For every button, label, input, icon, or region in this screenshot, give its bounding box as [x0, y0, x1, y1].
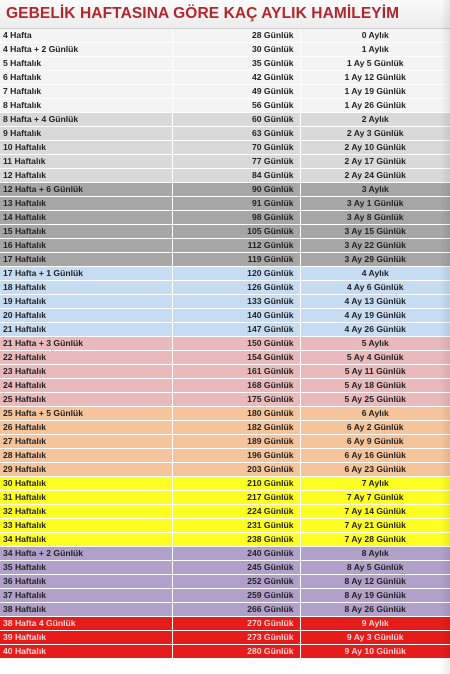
week-cell: 34 Haftalık: [0, 533, 172, 547]
days-cell: 196 Günlük: [172, 449, 300, 463]
months-cell: 3 Ay 15 Günlük: [300, 225, 450, 239]
table-row: [0, 85, 450, 99]
days-cell: 266 Günlük: [172, 603, 300, 617]
week-cell: 13 Haftalık: [0, 197, 172, 211]
table-row: [0, 337, 450, 351]
week-cell: 29 Haftalık: [0, 463, 172, 477]
week-cell: 7 Haftalık: [0, 85, 172, 99]
months-cell: 8 Ay 26 Günlük: [300, 603, 450, 617]
days-cell: 259 Günlük: [172, 589, 300, 603]
days-cell: 56 Günlük: [172, 99, 300, 113]
days-cell: 180 Günlük: [172, 407, 300, 421]
months-cell: 7 Aylık: [300, 477, 450, 491]
days-cell: 238 Günlük: [172, 533, 300, 547]
table-row: [0, 43, 450, 57]
days-cell: 35 Günlük: [172, 57, 300, 71]
week-cell: 35 Haftalık: [0, 561, 172, 575]
week-cell: 17 Hafta + 1 Günlük: [0, 267, 172, 281]
week-cell: 22 Haftalık: [0, 351, 172, 365]
months-cell: 6 Aylık: [300, 407, 450, 421]
days-cell: 112 Günlük: [172, 239, 300, 253]
title-bar: [0, 0, 450, 29]
days-cell: 105 Günlük: [172, 225, 300, 239]
table-row: [0, 365, 450, 379]
week-cell: 16 Haftalık: [0, 239, 172, 253]
days-cell: 60 Günlük: [172, 113, 300, 127]
table-row: [0, 253, 450, 267]
days-cell: 28 Günlük: [172, 29, 300, 43]
months-cell: 5 Ay 11 Günlük: [300, 365, 450, 379]
days-cell: 161 Günlük: [172, 365, 300, 379]
week-month-table: [0, 29, 450, 659]
months-cell: 5 Ay 18 Günlük: [300, 379, 450, 393]
week-cell: 12 Haftalık: [0, 169, 172, 183]
week-cell: 32 Haftalık: [0, 505, 172, 519]
week-cell: 12 Hafta + 6 Günlük: [0, 183, 172, 197]
week-cell: 23 Haftalık: [0, 365, 172, 379]
months-cell: 5 Ay 25 Günlük: [300, 393, 450, 407]
week-cell: 24 Haftalık: [0, 379, 172, 393]
days-cell: 231 Günlük: [172, 519, 300, 533]
months-cell: 2 Ay 10 Günlük: [300, 141, 450, 155]
days-cell: 70 Günlük: [172, 141, 300, 155]
days-cell: 182 Günlük: [172, 421, 300, 435]
table-row: [0, 197, 450, 211]
week-cell: 37 Haftalık: [0, 589, 172, 603]
months-cell: 7 Ay 21 Günlük: [300, 519, 450, 533]
months-cell: 4 Ay 6 Günlük: [300, 281, 450, 295]
week-cell: 21 Haftalık: [0, 323, 172, 337]
months-cell: 9 Ay 3 Günlük: [300, 631, 450, 645]
week-cell: 6 Haftalık: [0, 71, 172, 85]
days-cell: 245 Günlük: [172, 561, 300, 575]
table-row: [0, 323, 450, 337]
days-cell: 252 Günlük: [172, 575, 300, 589]
week-cell: 19 Haftalık: [0, 295, 172, 309]
table-row: [0, 267, 450, 281]
table-row: [0, 421, 450, 435]
table-row: [0, 351, 450, 365]
page-title: GEBELİK HAFTASINA GÖRE KAÇ AYLIK HAMİLEYİM: [6, 5, 400, 22]
months-cell: 8 Ay 12 Günlük: [300, 575, 450, 589]
table-row: [0, 71, 450, 85]
week-cell: 36 Haftalık: [0, 575, 172, 589]
months-cell: 3 Ay 22 Günlük: [300, 239, 450, 253]
months-cell: 5 Ay 4 Günlük: [300, 351, 450, 365]
table-row: [0, 407, 450, 421]
week-cell: 38 Hafta 4 Günlük: [0, 617, 172, 631]
week-cell: 34 Hafta + 2 Günlük: [0, 547, 172, 561]
table-row: [0, 113, 450, 127]
week-cell: 38 Haftalık: [0, 603, 172, 617]
table-body: [0, 29, 450, 659]
table-row: [0, 645, 450, 659]
months-cell: 4 Ay 13 Günlük: [300, 295, 450, 309]
months-cell: 6 Ay 23 Günlük: [300, 463, 450, 477]
days-cell: 210 Günlük: [172, 477, 300, 491]
months-cell: 3 Ay 1 Günlük: [300, 197, 450, 211]
months-cell: 6 Ay 16 Günlük: [300, 449, 450, 463]
months-cell: 1 Ay 19 Günlük: [300, 85, 450, 99]
table-row: [0, 127, 450, 141]
days-cell: 273 Günlük: [172, 631, 300, 645]
table-row: [0, 575, 450, 589]
months-cell: 2 Ay 3 Günlük: [300, 127, 450, 141]
days-cell: 119 Günlük: [172, 253, 300, 267]
days-cell: 126 Günlük: [172, 281, 300, 295]
week-cell: 25 Haftalık: [0, 393, 172, 407]
week-cell: 10 Haftalık: [0, 141, 172, 155]
days-cell: 120 Günlük: [172, 267, 300, 281]
week-cell: 8 Hafta + 4 Günlük: [0, 113, 172, 127]
days-cell: 168 Günlük: [172, 379, 300, 393]
months-cell: 8 Aylık: [300, 547, 450, 561]
table-row: [0, 449, 450, 463]
table-row: [0, 99, 450, 113]
days-cell: 224 Günlük: [172, 505, 300, 519]
table-row: [0, 631, 450, 645]
week-cell: 39 Haftalık: [0, 631, 172, 645]
months-cell: 2 Ay 24 Günlük: [300, 169, 450, 183]
week-cell: 25 Hafta + 5 Günlük: [0, 407, 172, 421]
days-cell: 49 Günlük: [172, 85, 300, 99]
week-cell: 4 Hafta + 2 Günlük: [0, 43, 172, 57]
days-cell: 42 Günlük: [172, 71, 300, 85]
months-cell: 9 Aylık: [300, 617, 450, 631]
table-row: [0, 211, 450, 225]
months-cell: 7 Ay 28 Günlük: [300, 533, 450, 547]
table-row: [0, 533, 450, 547]
days-cell: 91 Günlük: [172, 197, 300, 211]
months-cell: 1 Ay 12 Günlük: [300, 71, 450, 85]
week-cell: 26 Haftalık: [0, 421, 172, 435]
days-cell: 63 Günlük: [172, 127, 300, 141]
months-cell: 9 Ay 10 Günlük: [300, 645, 450, 659]
months-cell: 8 Ay 5 Günlük: [300, 561, 450, 575]
table-row: [0, 491, 450, 505]
table-row: [0, 29, 450, 43]
table-row: [0, 183, 450, 197]
days-cell: 147 Günlük: [172, 323, 300, 337]
table-row: [0, 435, 450, 449]
months-cell: 5 Aylık: [300, 337, 450, 351]
days-cell: 90 Günlük: [172, 183, 300, 197]
months-cell: 1 Ay 5 Günlük: [300, 57, 450, 71]
table-row: [0, 547, 450, 561]
months-cell: 6 Ay 9 Günlük: [300, 435, 450, 449]
days-cell: 150 Günlük: [172, 337, 300, 351]
days-cell: 98 Günlük: [172, 211, 300, 225]
table-row: [0, 309, 450, 323]
months-cell: 6 Ay 2 Günlük: [300, 421, 450, 435]
week-cell: 31 Haftalık: [0, 491, 172, 505]
week-cell: 33 Haftalık: [0, 519, 172, 533]
months-cell: 4 Ay 26 Günlük: [300, 323, 450, 337]
table-row: [0, 505, 450, 519]
days-cell: 203 Günlük: [172, 463, 300, 477]
table-row: [0, 463, 450, 477]
days-cell: 217 Günlük: [172, 491, 300, 505]
days-cell: 175 Günlük: [172, 393, 300, 407]
months-cell: 4 Ay 19 Günlük: [300, 309, 450, 323]
months-cell: 4 Aylık: [300, 267, 450, 281]
week-cell: 21 Hafta + 3 Günlük: [0, 337, 172, 351]
week-cell: 18 Haftalık: [0, 281, 172, 295]
months-cell: 3 Ay 8 Günlük: [300, 211, 450, 225]
week-cell: 14 Haftalık: [0, 211, 172, 225]
days-cell: 189 Günlük: [172, 435, 300, 449]
table-row: [0, 295, 450, 309]
days-cell: 280 Günlük: [172, 645, 300, 659]
months-cell: 7 Ay 14 Günlük: [300, 505, 450, 519]
table-row: [0, 603, 450, 617]
table-row: [0, 169, 450, 183]
days-cell: 140 Günlük: [172, 309, 300, 323]
months-cell: 3 Ay 29 Günlük: [300, 253, 450, 267]
week-cell: 9 Haftalık: [0, 127, 172, 141]
edge-shadow: [440, 0, 450, 674]
week-cell: 4 Hafta: [0, 29, 172, 43]
months-cell: 0 Aylık: [300, 29, 450, 43]
days-cell: 154 Günlük: [172, 351, 300, 365]
table-row: [0, 477, 450, 491]
days-cell: 133 Günlük: [172, 295, 300, 309]
table-row: [0, 379, 450, 393]
week-cell: 17 Haftalık: [0, 253, 172, 267]
months-cell: 2 Ay 17 Günlük: [300, 155, 450, 169]
week-cell: 5 Haftalık: [0, 57, 172, 71]
months-cell: 2 Aylık: [300, 113, 450, 127]
table-row: [0, 57, 450, 71]
table-row: [0, 393, 450, 407]
week-cell: 8 Haftalık: [0, 99, 172, 113]
table-row: [0, 155, 450, 169]
months-cell: 3 Aylık: [300, 183, 450, 197]
months-cell: 7 Ay 7 Günlük: [300, 491, 450, 505]
week-cell: 20 Haftalık: [0, 309, 172, 323]
week-cell: 40 Haftalık: [0, 645, 172, 659]
table-row: [0, 281, 450, 295]
days-cell: 270 Günlük: [172, 617, 300, 631]
week-cell: 11 Haftalık: [0, 155, 172, 169]
months-cell: 1 Ay 26 Günlük: [300, 99, 450, 113]
table-row: [0, 141, 450, 155]
week-cell: 27 Haftalık: [0, 435, 172, 449]
months-cell: 8 Ay 19 Günlük: [300, 589, 450, 603]
days-cell: 84 Günlük: [172, 169, 300, 183]
week-cell: 28 Haftalık: [0, 449, 172, 463]
days-cell: 240 Günlük: [172, 547, 300, 561]
table-row: [0, 225, 450, 239]
months-cell: 1 Aylık: [300, 43, 450, 57]
table-row: [0, 239, 450, 253]
table-row: [0, 617, 450, 631]
week-cell: 30 Haftalık: [0, 477, 172, 491]
table-row: [0, 589, 450, 603]
days-cell: 77 Günlük: [172, 155, 300, 169]
table-row: [0, 561, 450, 575]
week-cell: 15 Haftalık: [0, 225, 172, 239]
table-row: [0, 519, 450, 533]
days-cell: 30 Günlük: [172, 43, 300, 57]
